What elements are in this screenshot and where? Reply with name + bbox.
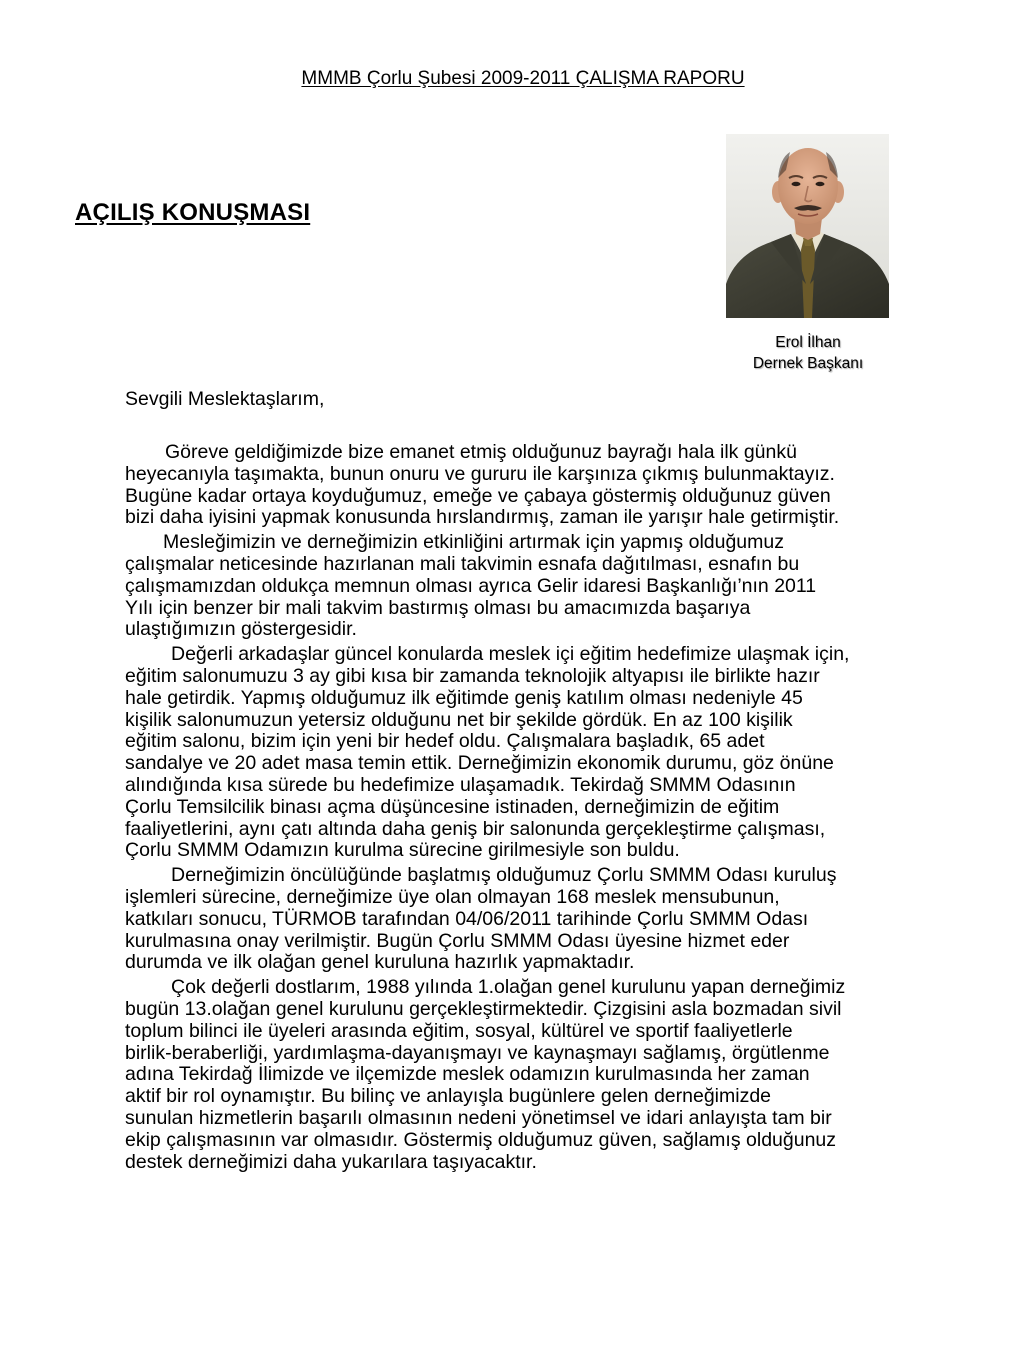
photo-caption [700,332,916,374]
portrait-photo [726,134,889,318]
text-line: Derneğimizin öncülüğünde başlatmış olduğumuz Çorlu SMMM Odası kuruluş [171,864,837,887]
text-line: Bugüne kadar ortaya koyduğumuz, emeğe ve çabaya göstermiş olduğunuz güven [125,484,831,507]
text-line: kurulmasına onay verilmiştir. Bugün Çorlu SMMM Odası üyesine hizmet eder [125,929,790,952]
text-line: Çorlu SMMM Odamızın kurulma sürecine girilmesiyle son buldu. [125,839,680,862]
text-line: heyecanıyla taşımakta, bunun onuru ve gururu ile karşınıza çıkmış bulunmaktayız. [125,462,835,485]
text-line: ekip çalışmasının var olmasıdır. Göstermiş olduğumuz güven, sağlamış olduğunuz [125,1128,837,1151]
text-line: alındığında kısa sürede bu hedefimize ulaşamadık. Tekirdağ SMMM Odasının [125,773,796,796]
text-line: Göreve geldiğimizde bize emanet etmiş olduğunuz bayrağı hala ilk günkü [165,441,797,463]
salutation: Sevgili Meslektaşlarım, [125,388,325,410]
text-line: faaliyetlerini, aynı çatı altında daha geniş bir salonunda gerçekleştirme çalışması, [125,817,826,840]
text-line: Değerli arkadaşlar güncel konularda meslek içi eğitim hedefimize ulaşmak için, [171,643,850,666]
text-line: durumda ve ilk olağan genel kuruluna hazırlık yapmaktadır. [125,951,635,974]
text-line: adına Tekirdağ İlimizde ve ilçemizde meslek odamızın kurulmasında her zaman [125,1063,810,1086]
text-line: ulaştığımızın göstergesidir. [125,618,357,641]
text-line: aktif bir rol oynamıştır. Bu bilinç ve anlayışla bugünlere gelen derneğimizde [125,1085,772,1108]
text-line: destek derneğimizi daha yukarılara taşıyacaktır. [125,1150,537,1173]
text-line: Çok değerli dostlarım, 1988 yılında 1.olağan genel kurulunu yapan derneğimiz [171,976,846,999]
text-line: sunulan hizmetlerin başarılı olmasının nedeni yönetimsel ve idari anlayışta tam bir [125,1106,832,1129]
paragraph [125,532,975,641]
paragraph [125,442,975,529]
text-line: Çorlu Temsilcilik binası açma düşüncesine istinaden, derneğimizin de eğitim [125,795,780,818]
report-header: MMMB Çorlu Şubesi 2009-2011 ÇALIŞMA RAPORU [301,68,745,89]
text-line: eğitim salonumuzu 3 ay gibi kısa bir zamanda teknolojik altyapısı ile birlikte hazır [125,664,820,687]
text-line: Mesleğimizin ve derneğimizin etkinliğini artırmak için yapmış olduğumuz [163,531,784,554]
text-line: eğitim salonu, bizim için yeni bir hedef oldu. Çalışmalara başladık, 65 adet [125,730,765,753]
caption-role: Dernek Başkanı [752,355,864,372]
text-line: çalışmamızdan oldukça memnun olması ayrıca Gelir idaresi Başkanlığı’nın 2011 [125,574,817,597]
text-line: Yılı için benzer bir mali takvim bastırmış olması bu amacımızda başarıya [125,596,751,619]
text-line: toplum bilinci ile üyeleri arasında eğitim, sosyal, kültürel ve sportif faaliyetlerle [125,1019,793,1042]
paragraph [125,644,975,862]
text-line: katkıları sonucu, TÜRMOB tarafından 04/06/2011 tarihinde Çorlu SMMM Odası [125,907,809,930]
speech-body [125,442,975,1176]
text-line: bugün 13.olağan genel kurulunu gerçekleştirmektedir. Çizgisini asla bozmadan sivil [125,997,842,1020]
page-title: AÇILIŞ KONUŞMASI [75,199,311,226]
caption-name: Erol İlhan [775,334,841,351]
text-line: hale getirdik. Yapmış olduğumuz ilk eğitimde geniş katılım olması nedeniyle 45 [125,686,803,709]
text-line: işlemleri sürecine, derneğimize üye olan olmayan 168 meslek mensubunun, [125,885,780,908]
text-line: birlik-beraberliği, yardımlaşma-dayanışmayı ve kaynaşmayı sağlamış, örgütlenme [125,1041,830,1064]
text-line: sandalye ve 20 adet masa temin ettik. Derneğimizin ekonomik durumu, göz önüne [125,752,834,775]
paragraph [125,977,975,1173]
paragraph [125,865,975,974]
text-line: çalışmalar neticesinde hazırlanan mali takvimin esnafa dağıtılması, esnafın bu [125,552,800,575]
text-line: bizi daha iyisini yapmak konusunda hırslandırmış, zaman ile yarışır hale getirmiştir. [125,506,840,529]
text-line: kişilik salonumuzun yetersiz olduğunu net bir şekilde gördük. En az 100 kişilik [125,708,793,731]
